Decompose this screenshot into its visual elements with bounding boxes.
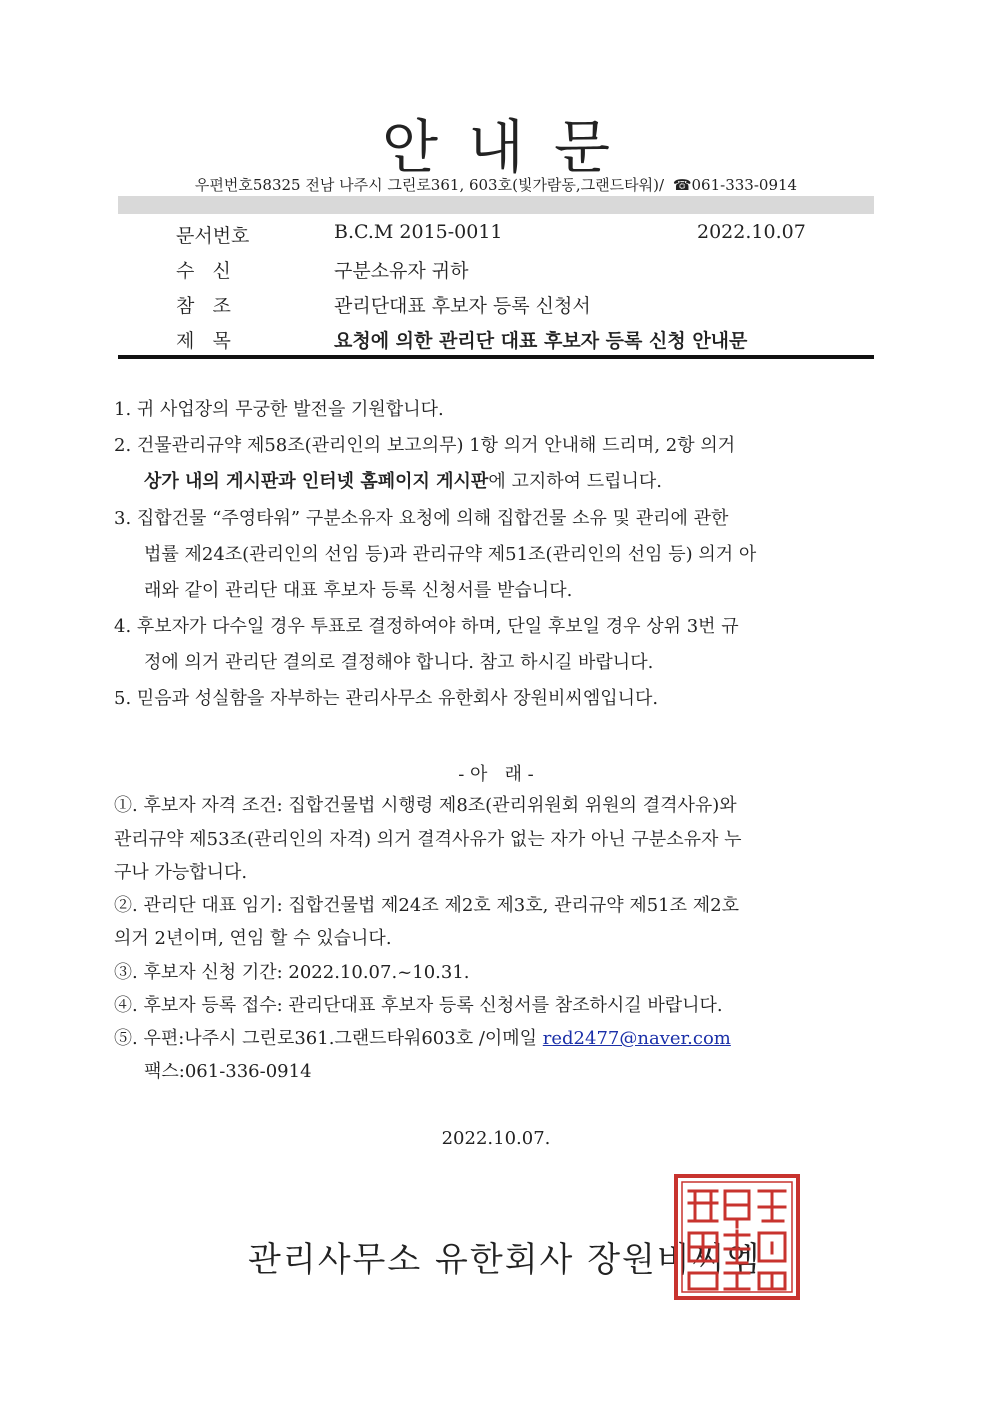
detail-3: ③. 후보자 신청 기간: 2022.10.07.~10.31. (114, 962, 470, 983)
body-item-2-rest: 에 고지하여 드립니다. (488, 471, 662, 492)
detail-1-line-3: 구나 가능합니다. (114, 862, 248, 883)
address-text: 우편번호58325 전남 나주시 그린로361, 603호(빛가람동,그랜드타워)/ (194, 176, 665, 194)
subject-label: 제 목 (176, 330, 231, 352)
body-item-1: 1. 귀 사업장의 무궁한 발전을 기원합니다. (114, 399, 444, 420)
body-item-3-line-2: 법률 제24조(관리인의 선임 등)과 관리규약 제51조(관리인의 선임 등) 의거 아 (144, 544, 757, 565)
company-seal-icon (673, 1173, 801, 1301)
header-divider (118, 355, 874, 359)
phone-number: 061-333-0914 (691, 176, 798, 194)
doc-number: B.C.M 2015-0011 (334, 221, 503, 243)
footer-date: 2022.10.07. (441, 1128, 551, 1149)
email-link[interactable]: red2477@naver.com (542, 1028, 731, 1049)
detail-5 (114, 1021, 731, 1057)
detail-2-line-1: ②. 관리단 대표 임기: 집합건물법 제24조 제2호 제3호, 관리규약 제51조 제2호 (114, 895, 739, 916)
body-item-2-line-1: 2. 건물관리규약 제58조(관리인의 보고의무) 1항 의거 안내해 드리며, 2항 의거 (114, 435, 736, 456)
body-item-3-line-1: 3. 집합건물 “주영타워” 구분소유자 요청에 의해 집합건물 소유 및 관리에 관한 (114, 508, 729, 529)
company-name: 관리사무소 유한회사 장원비씨엠 (248, 1240, 762, 1280)
document-title: 안내문 (381, 113, 641, 181)
detail-4: ④. 후보자 등록 접수: 관리단대표 후보자 등록 신청서를 참조하시길 바랍니다. (114, 995, 723, 1016)
header-band (118, 196, 874, 214)
detail-2-line-2: 의거 2년이며, 연임 할 수 있습니다. (114, 928, 392, 949)
recipient-label: 수 신 (176, 260, 231, 282)
recipient: 구분소유자 귀하 (334, 260, 469, 282)
body-item-3-line-3: 래와 같이 관리단 대표 후보자 등록 신청서를 받습니다. (144, 580, 573, 601)
body-item-5: 5. 믿음과 성실함을 자부하는 관리사무소 유한회사 장원비씨엠입니다. (114, 688, 659, 709)
reference: 관리단대표 후보자 등록 신청서 (334, 295, 591, 317)
doc-number-label: 문서번호 (176, 225, 250, 247)
doc-date: 2022.10.07 (697, 221, 806, 243)
reference-label: 참 조 (176, 295, 231, 317)
detail-5-text: ⑤. 우편:나주시 그린로361.그랜드타워603호 /이메일 (114, 1028, 543, 1049)
subject: 요청에 의한 관리단 대표 후보자 등록 신청 안내문 (334, 330, 748, 352)
detail-1-line-1: ①. 후보자 자격 조건: 집합건물법 시행령 제8조(관리위원회 위원의 결격사유)와 (114, 795, 737, 816)
body-item-2-line-2 (144, 464, 662, 500)
details-heading: - 아 래 - (458, 764, 534, 785)
body-item-4-line-1: 4. 후보자가 다수일 경우 투표로 결정하여야 하며, 단일 후보일 경우 상위 3번 규 (114, 616, 739, 637)
highlight-text: 상가 내의 게시판과 인터넷 홈페이지 게시판 (144, 471, 489, 492)
body-item-4-line-2: 정에 의거 관리단 결의로 결정해야 합니다. 참고 하시길 바랍니다. (144, 652, 654, 673)
detail-1-line-2: 관리규약 제53조(관리인의 자격) 의거 결격사유가 없는 자가 아닌 구분소유자 누 (114, 829, 742, 850)
sender-address (0, 174, 992, 195)
phone-icon: ☎ (672, 176, 692, 194)
fax-number: 팩스:061-336-0914 (144, 1061, 312, 1082)
